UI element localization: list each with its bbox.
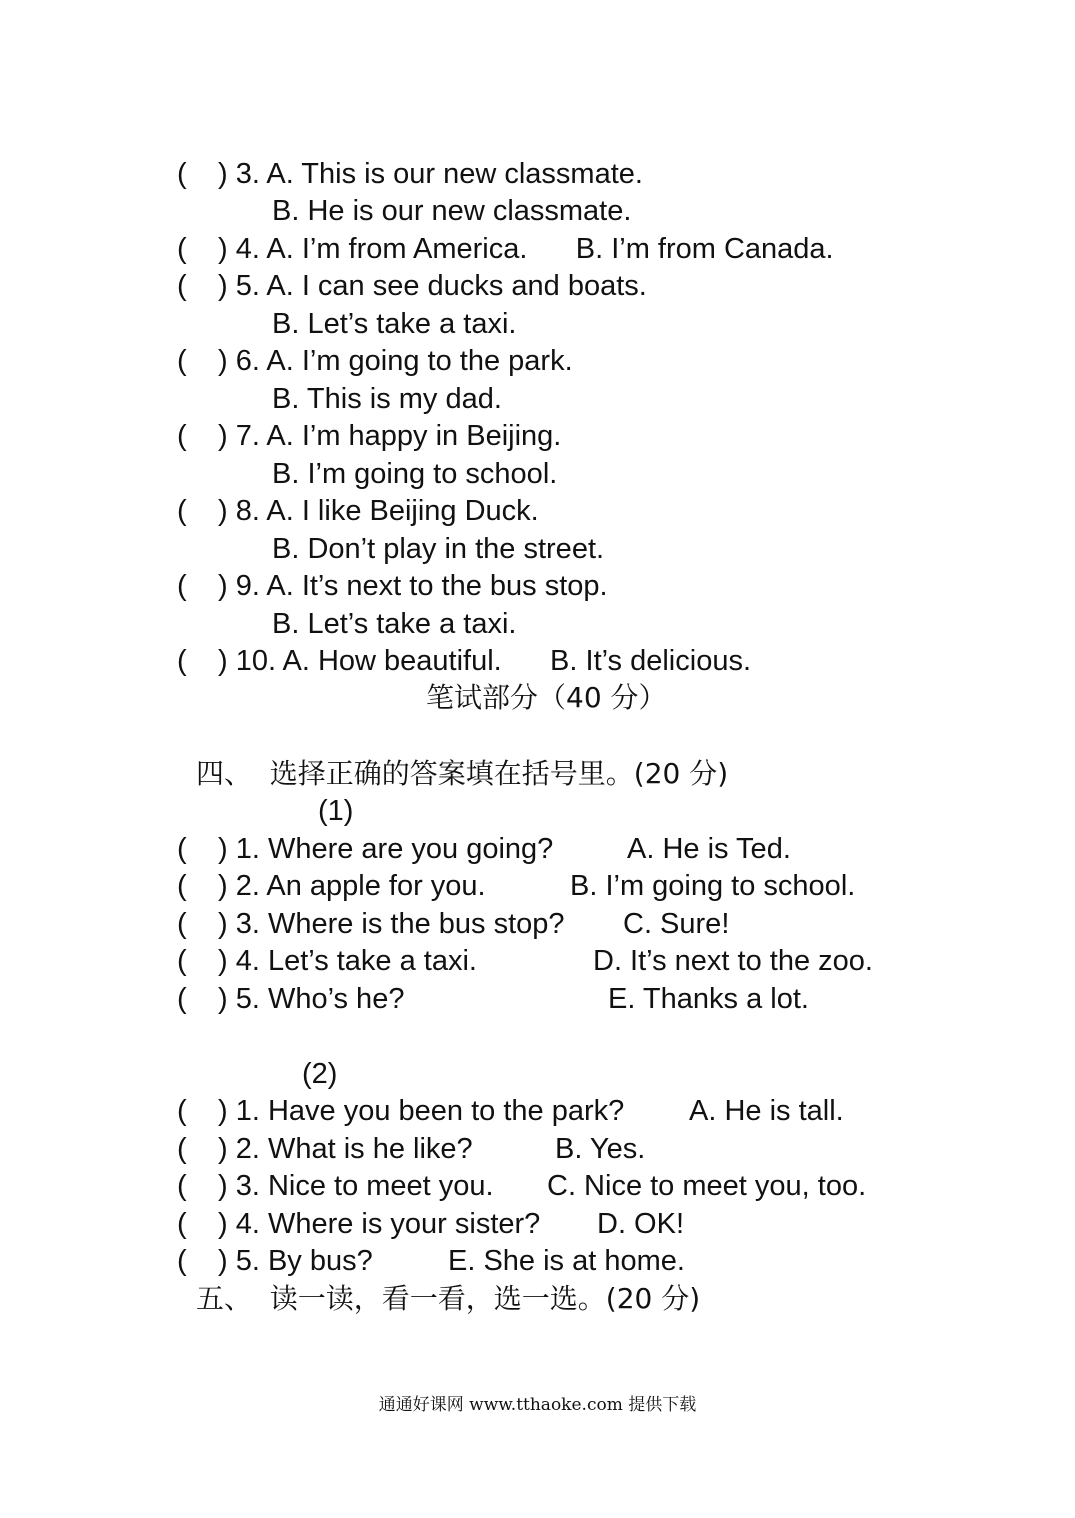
question-3-option-b: B. He is our new classmate. bbox=[272, 195, 632, 227]
match-answer: B. I’m going to school. bbox=[570, 870, 856, 902]
question-8: ) 8. A. I like Beijing Duck. bbox=[218, 495, 539, 527]
question-5-option-b: B. Let’s take a taxi. bbox=[272, 308, 517, 340]
question-10: ) 10. A. How beautiful. B. It’s delicious. bbox=[218, 645, 752, 677]
match-question: ) 2. An apple for you. bbox=[218, 870, 486, 902]
match-answer: A. He is Ted. bbox=[627, 833, 791, 865]
question-7: ) 7. A. I’m happy in Beijing. bbox=[218, 420, 562, 452]
question-6: ) 6. A. I’m going to the park. bbox=[218, 345, 573, 377]
question-6-option-b: B. This is my dad. bbox=[272, 383, 502, 415]
question-9: ) 9. A. It’s next to the bus stop. bbox=[218, 570, 608, 602]
page-footer: 通通好课网 www.tthaoke.com 提供下载 bbox=[378, 1395, 697, 1415]
match-answer: C. Nice to meet you, too. bbox=[547, 1170, 867, 1202]
part-2-label: (2) bbox=[302, 1058, 338, 1090]
question-4: ) 4. A. I’m from America. B. I’m from Canada. bbox=[218, 233, 834, 265]
match-question: ) 1. Where are you going? bbox=[218, 833, 554, 865]
section-4-title: 四、 选择正确的答案填在括号里。(20 分) bbox=[196, 757, 729, 790]
match-question: ) 3. Where is the bus stop? bbox=[218, 908, 565, 940]
part-1-label: (1) bbox=[318, 795, 354, 827]
match-answer: B. Yes. bbox=[555, 1133, 646, 1165]
match-question: ) 5. By bus? bbox=[218, 1245, 373, 1277]
match-question: ) 3. Nice to meet you. bbox=[218, 1170, 494, 1202]
match-answer: D. It’s next to the zoo. bbox=[593, 945, 873, 977]
question-8-option-b: B. Don’t play in the street. bbox=[272, 533, 605, 565]
question-5: ) 5. A. I can see ducks and boats. bbox=[218, 270, 647, 302]
written-part-header: 笔试部分（40 分） bbox=[426, 681, 667, 714]
match-answer: C. Sure! bbox=[623, 908, 730, 940]
match-question: ) 2. What is he like? bbox=[218, 1133, 473, 1165]
question-3: ) 3. A. This is our new classmate. bbox=[218, 158, 643, 190]
match-answer: E. Thanks a lot. bbox=[608, 983, 809, 1015]
match-question: ) 1. Have you been to the park? bbox=[218, 1095, 625, 1127]
match-answer: E. She is at home. bbox=[448, 1245, 685, 1277]
match-question: ) 4. Let’s take a taxi. bbox=[218, 945, 477, 977]
section-5-title: 五、 读一读，看一看，选一选。(20 分) bbox=[196, 1282, 701, 1315]
match-answer: A. He is tall. bbox=[689, 1095, 844, 1127]
question-7-option-b: B. I’m going to school. bbox=[272, 458, 558, 490]
match-question: ) 4. Where is your sister? bbox=[218, 1208, 541, 1240]
question-9-option-b: B. Let’s take a taxi. bbox=[272, 608, 517, 640]
match-question: ) 5. Who’s he? bbox=[218, 983, 405, 1015]
match-answer: D. OK! bbox=[597, 1208, 685, 1240]
